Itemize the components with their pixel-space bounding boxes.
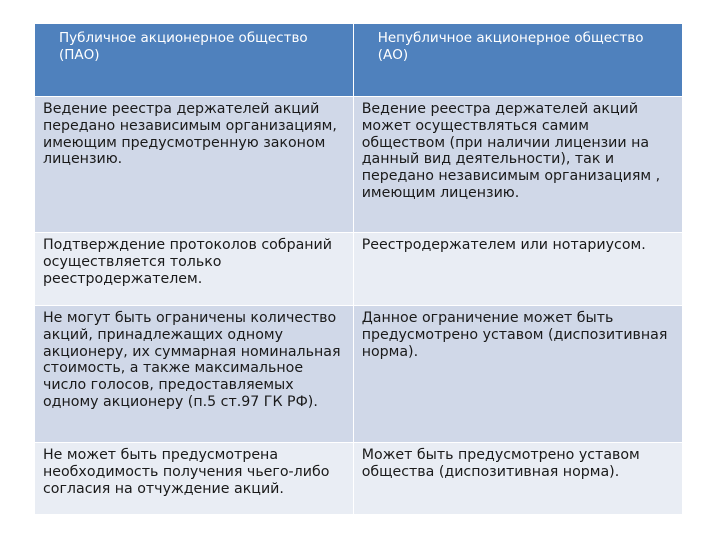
pao-shares-limit-cell: Не могут быть ограничены количество акций, принадлежащих одному акционеру, их суммарная номинальная стоимость, а также максимальное число голосов, предоставляемых одному акционеру (п.5 ст.97 ГК РФ). (35, 306, 354, 443)
table-row (35, 97, 683, 233)
pao-consent-cell: Не может быть предусмотрена необходимость получения чьего-либо согласия на отчуждение акций. (35, 443, 354, 515)
header-pao: Публичное акционерное общество (ПАО) (35, 24, 354, 97)
comparison-table (34, 23, 683, 515)
table-row (35, 443, 683, 515)
ao-shares-limit-cell: Данное ограничение может быть предусмотрено уставом (диспозитивная норма). (353, 306, 682, 443)
ao-consent-cell: Может быть предусмотрено уставом общества (диспозитивная норма). (353, 443, 682, 515)
table-row (35, 233, 683, 306)
pao-registry-cell: Ведение реестра держателей акций передано независимым организациям, имеющим предусмотренную законом лицензию. (35, 97, 354, 233)
ao-registry-cell: Ведение реестра держателей акций может осуществляться самим обществом (при наличии лицензии на данный вид деятельности), так и передано независимым организациям , имеющим лицензию. (353, 97, 682, 233)
pao-protocol-cell: Подтверждение протоколов собраний осуществляется только реестродержателем. (35, 233, 354, 306)
header-ao: Непубличное акционерное общество (АО) (353, 24, 682, 97)
header-row (35, 24, 683, 97)
table-row (35, 306, 683, 443)
ao-protocol-cell: Реестродержателем или нотариусом. (353, 233, 682, 306)
